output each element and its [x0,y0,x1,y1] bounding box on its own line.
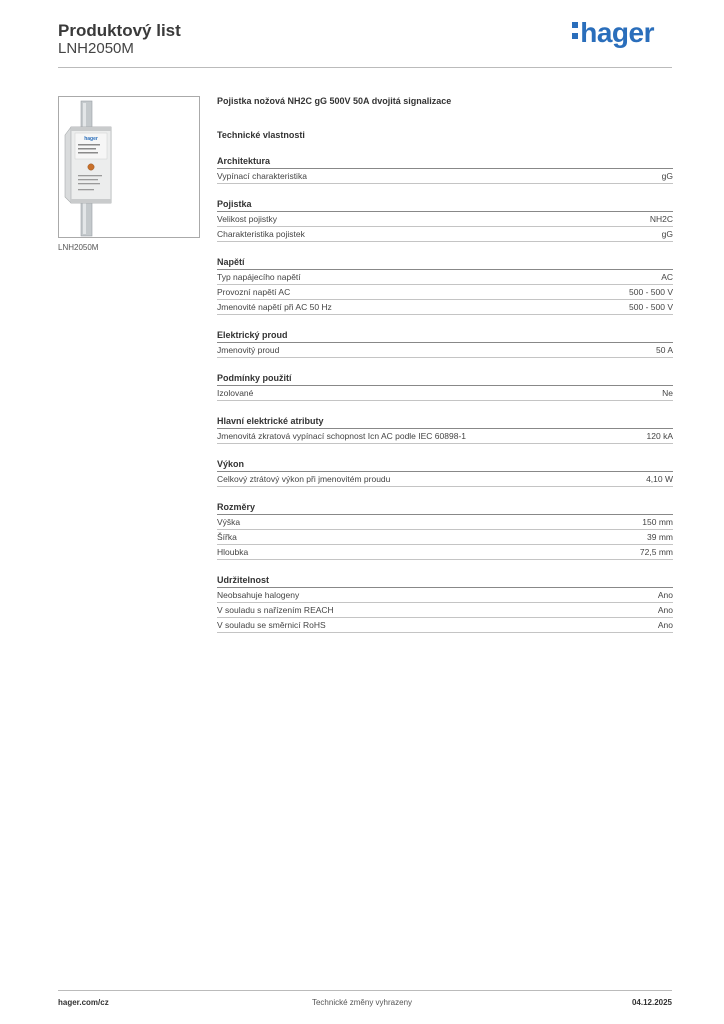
spec-value: gG [661,229,673,239]
spec-label: Vypínací charakteristika [217,171,307,181]
section-title: Udržitelnost [217,574,673,588]
spec-section [217,256,673,315]
spec-value: 150 mm [642,517,673,527]
spec-value: gG [661,171,673,181]
section-title: Elektrický proud [217,329,673,343]
spec-label: Jmenovitá zkratová vypínací schopnost Icn AC podle IEC 60898-1 [217,431,466,441]
spec-value: Ano [657,605,673,615]
footer-divider [58,990,672,991]
spec-value: 72,5 mm [639,547,673,557]
technical-properties-title: Technické vlastnosti [217,130,305,140]
hager-logo [572,17,654,49]
spec-row [217,386,673,401]
footer-note: Technické změny vyhrazeny [311,998,413,1007]
spec-section [217,155,673,184]
spec-row [217,472,673,487]
product-image [58,96,200,238]
image-caption: LNH2050M [58,243,99,252]
section-title: Výkon [217,458,673,472]
spec-label: Provozní napětí AC [217,287,291,297]
spec-value: Ano [657,620,673,630]
spec-row [217,212,673,227]
spec-value: 39 mm [647,532,673,542]
section-title: Napětí [217,256,673,270]
spec-label: Hloubka [217,547,249,557]
spec-row [217,618,673,633]
spec-row [217,545,673,560]
header-divider [58,67,672,68]
spec-row [217,270,673,285]
spec-sections [217,155,673,633]
spec-label: Velikost pojistky [217,214,277,224]
product-code: LNH2050M [58,40,134,57]
spec-section [217,415,673,444]
section-title: Rozměry [217,501,673,515]
spec-section [217,372,673,401]
spec-value: 500 - 500 V [629,302,673,312]
spec-section [217,329,673,358]
spec-row [217,300,673,315]
fuse-illustration [59,97,199,237]
spec-label: Typ napájecího napětí [217,272,301,282]
spec-value: 4,10 W [646,474,673,484]
spec-label: Výška [217,517,241,527]
spec-row [217,343,673,358]
product-description: Pojistka nožová NH2C gG 500V 50A dvojitá signalizace [217,96,452,106]
spec-label: Izolované [217,388,254,398]
spec-section [217,198,673,242]
section-title: Hlavní elektrické atributy [217,415,673,429]
spec-row [217,603,673,618]
footer-website[interactable]: hager.com/cz [58,998,109,1007]
spec-label: V souladu s nařízením REACH [217,605,334,615]
section-title: Architektura [217,155,673,169]
spec-row [217,530,673,545]
section-title: Podmínky použití [217,372,673,386]
spec-value: 50 A [655,345,673,355]
spec-label: Neobsahuje halogeny [217,590,300,600]
spec-content [217,96,673,633]
spec-row [217,429,673,444]
spec-row [217,285,673,300]
spec-value: 500 - 500 V [629,287,673,297]
spec-label: Celkový ztrátový výkon při jmenovitém proudu [217,474,391,484]
spec-row [217,515,673,530]
spec-label: V souladu se směrnicí RoHS [217,620,326,630]
spec-section [217,458,673,487]
spec-row [217,588,673,603]
spec-value: 120 kA [646,431,673,441]
spec-value: NH2C [649,214,673,224]
spec-label: Charakteristika pojistek [217,229,305,239]
fuse-brand-text: hager [84,136,98,142]
spec-section [217,501,673,560]
spec-row [217,169,673,184]
document-title: Produktový list [58,21,181,40]
spec-value: Ano [657,590,673,600]
spec-value: AC [661,272,673,282]
spec-section [217,574,673,633]
spec-label: Šířka [217,532,237,542]
spec-label: Jmenovitý proud [217,345,280,355]
logo-text: hager [580,17,654,48]
footer-date: 04.12.2025 [631,998,672,1007]
logo-dots-icon [572,22,578,40]
spec-row [217,227,673,242]
spec-value: Ne [662,388,673,398]
spec-label: Jmenovité napětí při AC 50 Hz [217,302,332,312]
section-title: Pojistka [217,198,673,212]
